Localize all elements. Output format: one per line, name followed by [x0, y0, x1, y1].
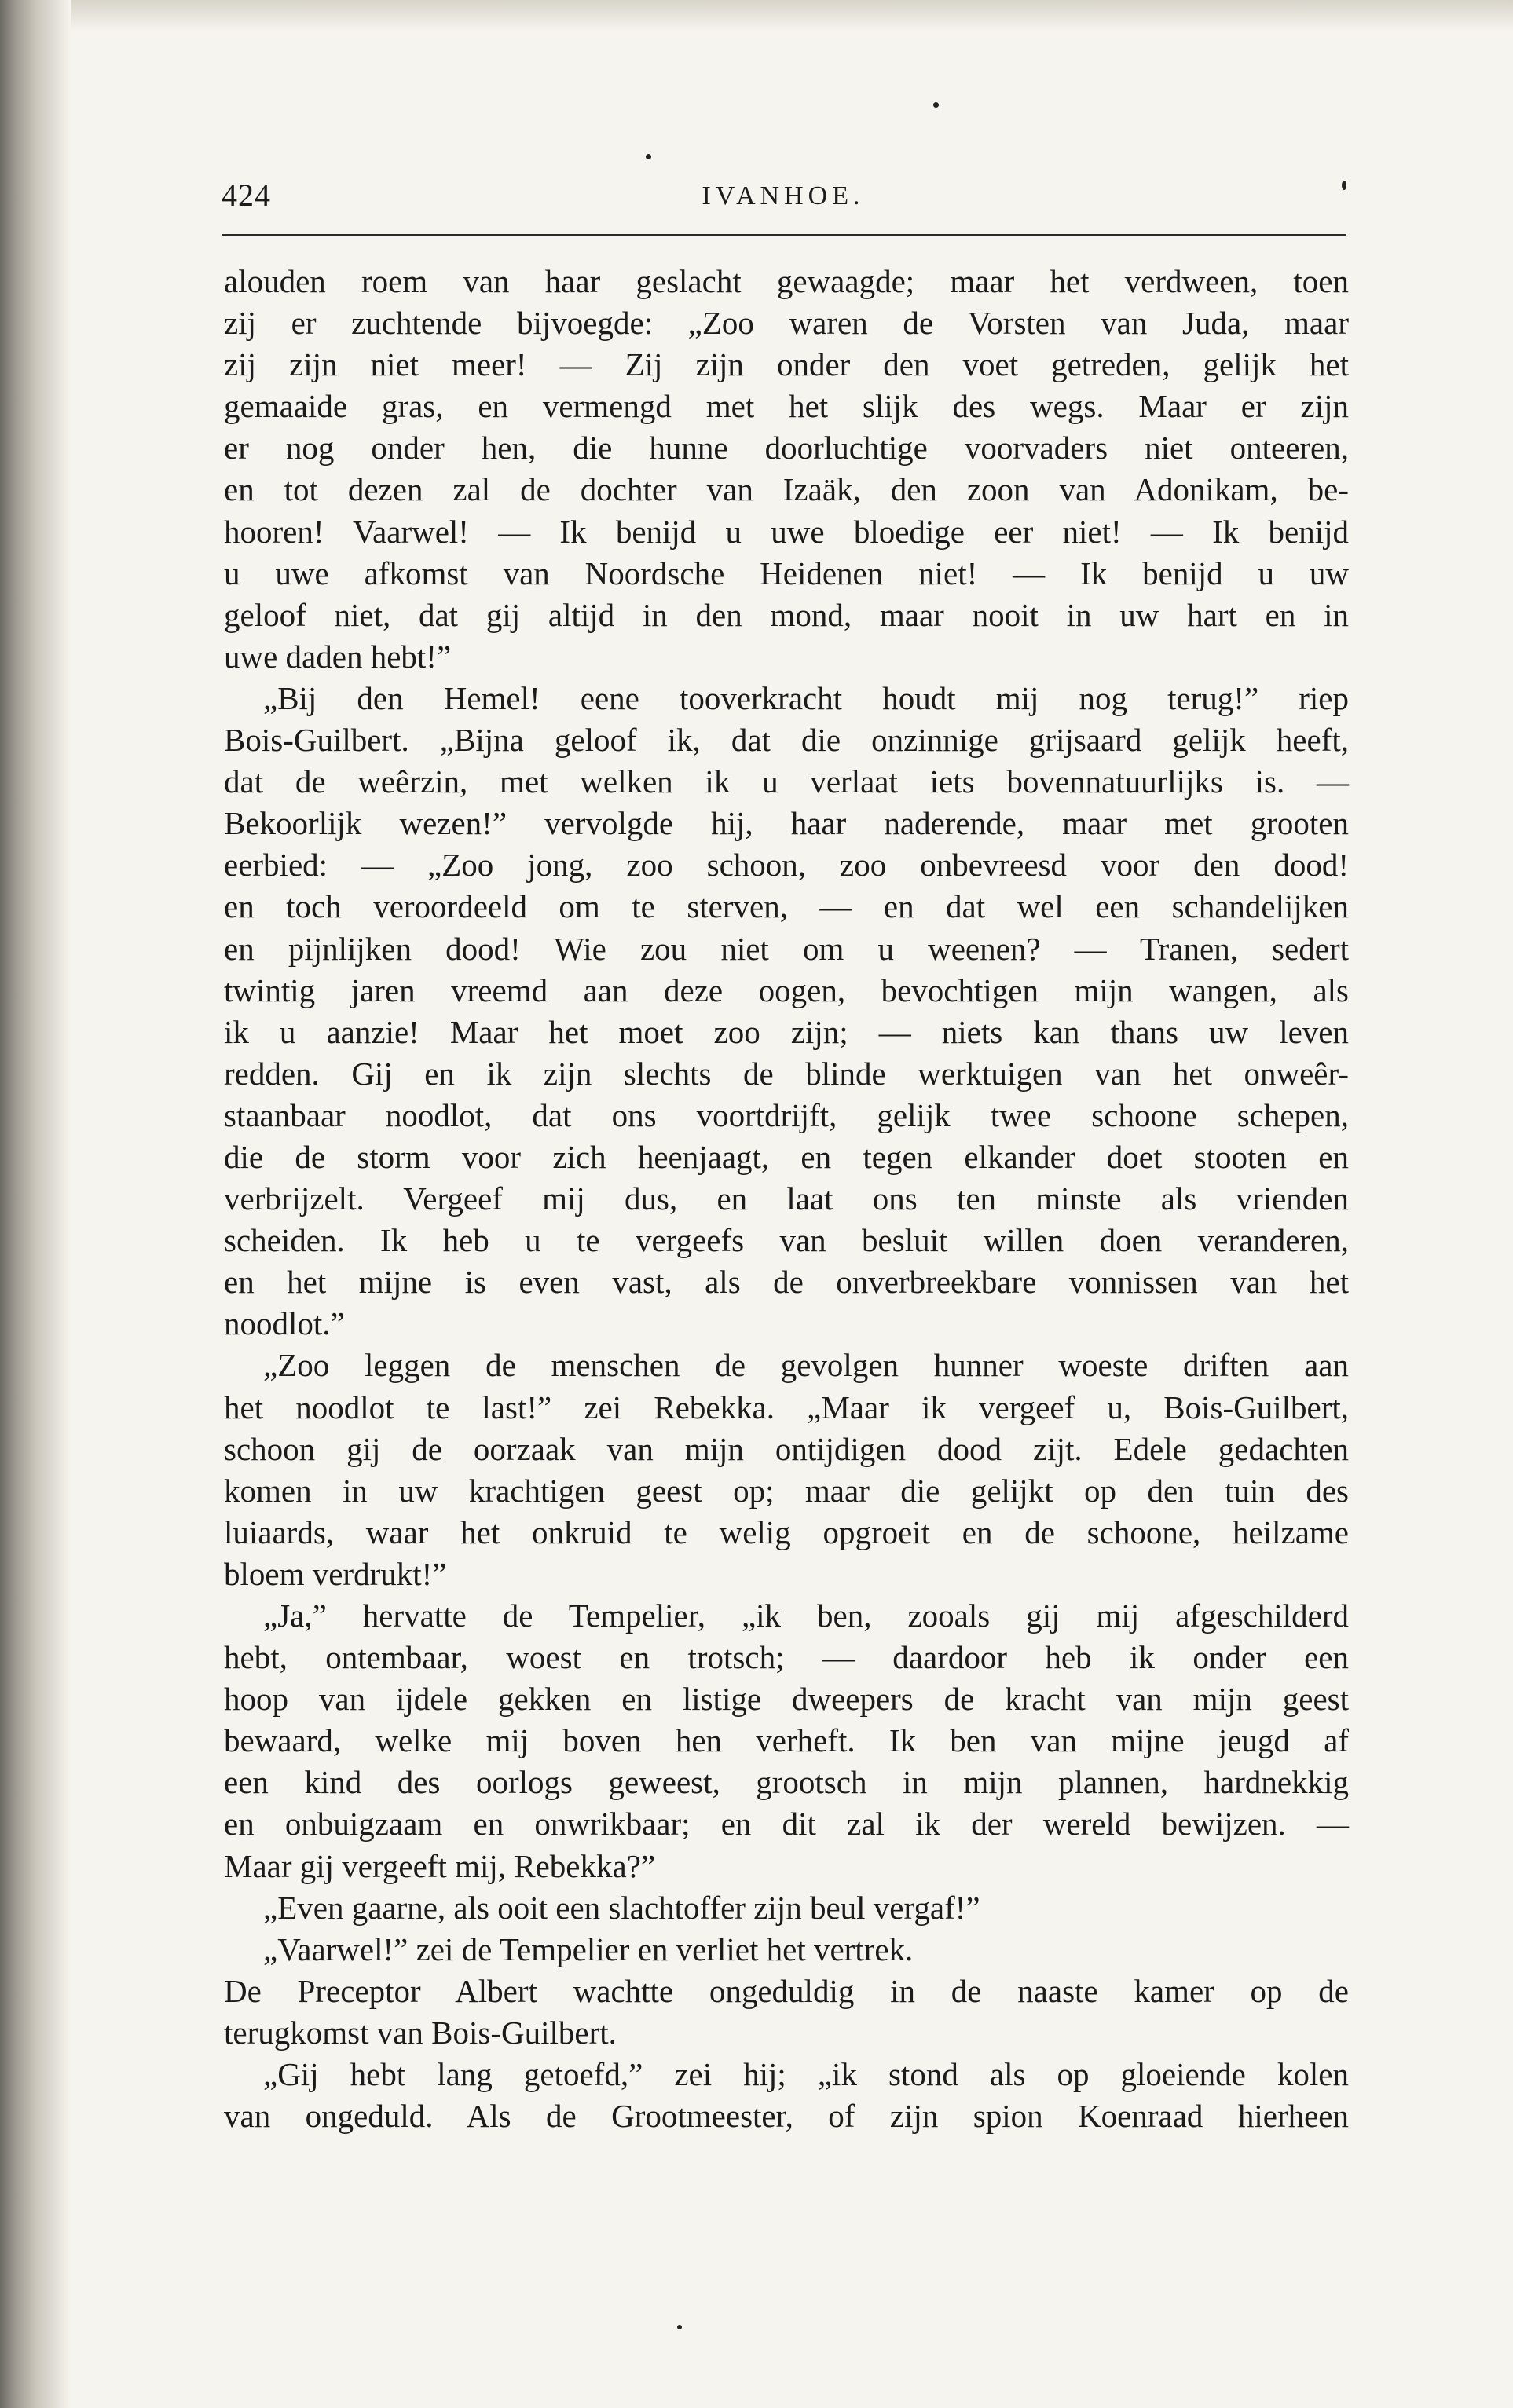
- text-line: dat de weêrzin, met welken ik u verlaat iets bovennatuurlijks is. —: [224, 763, 1349, 800]
- text-line: bloem verdrukt!”: [224, 1555, 447, 1592]
- text-line: eerbied: — „Zoo jong, zoo schoon, zoo onbevreesd voor den dood!: [224, 847, 1349, 884]
- text-line: alouden roem van haar geslacht gewaagde; maar het verdween, toen: [224, 263, 1349, 299]
- text-line: uwe daden hebt!”: [224, 638, 452, 675]
- text-line: en onbuigzaam en onwrikbaar; en dit zal ik der wereld bewijzen. —: [224, 1806, 1349, 1843]
- scan-speck: [1342, 181, 1346, 190]
- text-line: gemaaide gras, en vermengd met het slijk des wegs. Maar er zijn: [224, 388, 1349, 425]
- text-line: De Preceptor Albert wachtte ongeduldig in de naaste kamer op de: [224, 1972, 1349, 2009]
- text-line: hoop van ijdele gekken en listige dweepers de kracht van mijn geest: [224, 1681, 1349, 1718]
- text-line: scheiden. Ik heb u te vergeefs van besluit willen doen veranderen,: [224, 1222, 1349, 1259]
- text-line: „Even gaarne, als ooit een slachtoffer zijn beul vergaf!”: [263, 1889, 980, 1926]
- text-line: u uwe afkomst van Noordsche Heidenen niet! — Ik benijd u uw: [224, 554, 1349, 591]
- text-line: komen in uw krachtigen geest op; maar die gelijkt op den tuin des: [224, 1472, 1349, 1509]
- text-line: geloof niet, dat gij altijd in den mond, maar nooit in uw hart en in: [224, 596, 1349, 633]
- text-line: „Zoo leggen de menschen de gevolgen hunner woeste driften aan: [263, 1347, 1349, 1384]
- text-line: van ongeduld. Als de Grootmeester, of zijn spion Koenraad hierheen: [224, 2098, 1349, 2135]
- text-line: en pijnlijken dood! Wie zou niet om u weenen? — Tranen, sedert: [224, 930, 1349, 967]
- page-number: 424: [222, 177, 271, 213]
- text-line: noodlot.”: [224, 1305, 345, 1342]
- page-header: [222, 177, 1345, 232]
- text-line: Bekoorlijk wezen!” vervolgde hij, haar naderende, maar met grooten: [224, 805, 1349, 842]
- text-line: ik u aanzie! Maar het moet zoo zijn; — niets kan thans uw leven: [224, 1013, 1349, 1050]
- text-line: „Bij den Hemel! eene tooverkracht houdt mij nog terug!” riep: [263, 679, 1349, 716]
- header-rule: [222, 234, 1346, 236]
- text-line: zij zijn niet meer! — Zij zijn onder den voet getreden, gelijk het: [224, 346, 1349, 383]
- text-line: hebt, ontembaar, woest en trotsch; — daardoor heb ik onder een: [224, 1639, 1349, 1676]
- text-line: zij er zuchtende bijvoegde: „Zoo waren de Vorsten van Juda, maar: [224, 305, 1349, 342]
- text-line: „Gij hebt lang getoefd,” zei hij; „ik stond als op gloeiende kolen: [263, 2056, 1349, 2093]
- text-line: en toch veroordeeld om te sterven, — en dat wel een schandelijken: [224, 888, 1349, 925]
- scan-top-edge: [71, 0, 1513, 31]
- text-line: terugkomst van Bois-Guilbert.: [224, 2014, 617, 2051]
- text-line: verbrijzelt. Vergeef mij dus, en laat ons ten minste als vrienden: [224, 1180, 1349, 1217]
- text-line: hooren! Vaarwel! — Ik benijd u uwe bloedige eer niet! — Ik benijd: [224, 513, 1349, 550]
- text-line: bewaard, welke mij boven hen verheft. Ik ben van mijne jeugd af: [224, 1722, 1349, 1759]
- text-line: er nog onder hen, die hunne doorluchtige voorvaders niet onteeren,: [224, 430, 1349, 467]
- body-text: [224, 261, 1349, 2137]
- text-line: staanbaar noodlot, dat ons voortdrijft, gelijk twee schoone schepen,: [224, 1096, 1349, 1133]
- text-line: Bois-Guilbert. „Bijna geloof ik, dat die onzinnige grijsaard gelijk heeft,: [224, 722, 1349, 759]
- text-line: twintig jaren vreemd aan deze oogen, bevochtigen mijn wangen, als: [224, 972, 1349, 1008]
- text-line: die de storm voor zich heenjaagt, en tegen elkander doet stooten en: [224, 1138, 1349, 1175]
- text-line: „Ja,” hervatte de Tempelier, „ik ben, zooals gij mij afgeschilderd: [263, 1597, 1349, 1634]
- running-title: IVANHOE.: [702, 181, 865, 210]
- text-line: schoon gij de oorzaak van mijn ontijdigen dood zijt. Edele gedachten: [224, 1430, 1349, 1467]
- text-line: redden. Gij en ik zijn slechts de blinde werktuigen van het onweêr-: [224, 1055, 1349, 1092]
- text-line: luiaards, waar het onkruid te welig opgroeit en de schoone, heilzame: [224, 1513, 1349, 1550]
- text-line: „Vaarwel!” zei de Tempelier en verliet het vertrek.: [263, 1930, 914, 1967]
- text-line: en tot dezen zal de dochter van Izaäk, den zoon van Adonikam, be-: [224, 471, 1349, 508]
- scan-speck: [646, 154, 651, 159]
- scan-speck: [933, 102, 939, 108]
- page-gutter-shadow: [0, 0, 71, 2408]
- text-line: Maar gij vergeeft mij, Rebekka?”: [224, 1847, 656, 1884]
- text-line: het noodlot te last!” zei Rebekka. „Maar ik vergeef u, Bois-Guilbert,: [224, 1389, 1349, 1425]
- scan-speck: [677, 2325, 682, 2329]
- text-line: een kind des oorlogs geweest, grootsch in mijn plannen, hardnekkig: [224, 1764, 1349, 1801]
- text-line: en het mijne is even vast, als de onverbreekbare vonnissen van het: [224, 1264, 1349, 1301]
